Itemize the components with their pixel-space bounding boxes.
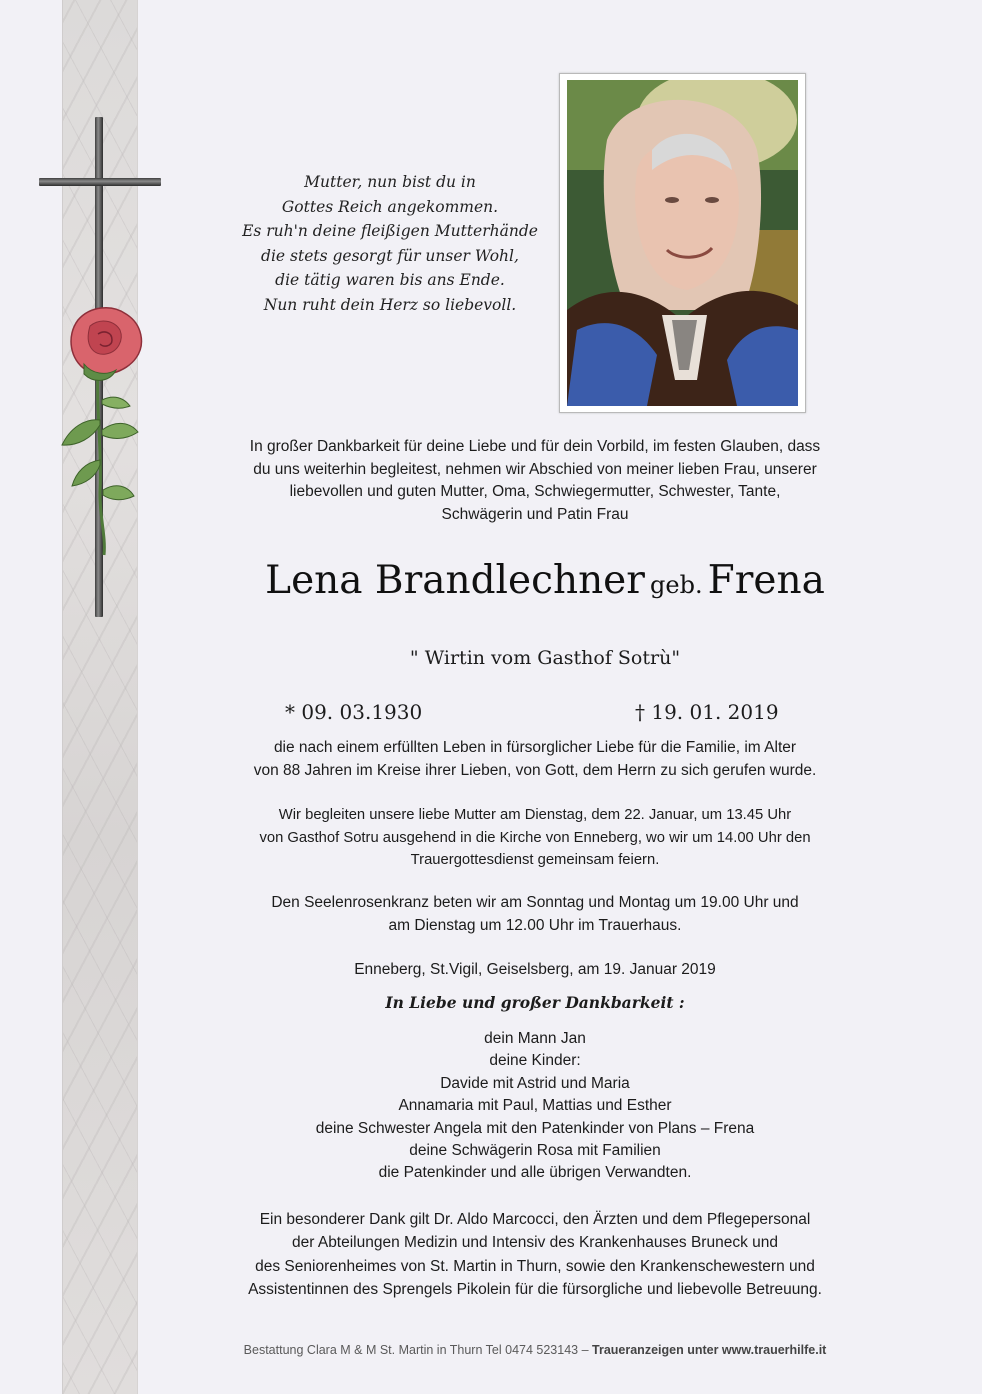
verse-line: Mutter, nun bist du in (304, 173, 476, 191)
family-line: deine Schwester Angela mit den Patenkinder von Plans – Frena (315, 1119, 755, 1137)
thanks-line: Ein besonderer Dank gilt Dr. Aldo Marcocci, den Ärzten und dem Pflegepersonal (259, 1211, 811, 1228)
rosary-paragraph (200, 892, 870, 937)
deceased-name (200, 558, 890, 603)
funeral-home-footer (180, 1343, 890, 1357)
nickname: " Wirtin vom Gasthof Sotrù" (409, 647, 681, 669)
cross-horizontal-icon (39, 178, 161, 186)
intro-paragraph (200, 436, 870, 526)
thanks-line: des Seniorenheimes von St. Martin in Thurn, sowie den Krankenschewestern und (255, 1257, 815, 1275)
geb-label: geb. (650, 571, 703, 599)
place-date (200, 959, 870, 981)
paragraph-line: Trauergottesdienst gemeinsam feiern. (410, 852, 660, 868)
verse-line: die stets gesorgt für unser Wohl, (261, 246, 519, 265)
family-line: die Patenkinder und alle übrigen Verwandten. (378, 1164, 692, 1182)
paragraph-line: Wir begleiten unsere liebe Mutter am Dienstag, dem 22. Januar, um 13.45 Uhr (278, 807, 792, 823)
footer-website: Traueranzeigen unter www.trauerhilfe.it (592, 1343, 827, 1357)
verse-line: Es ruh'n deine fleißigen Mutterhände (242, 222, 538, 240)
thanks-line: der Abteilungen Medizin und Intensiv des Krankenhauses Bruneck und (292, 1234, 778, 1252)
paragraph-line: von 88 Jahren im Kreise ihrer Lieben, von Gott, dem Herrn zu sich gerufen wurde. (253, 762, 817, 779)
gratitude-heading (200, 992, 870, 1014)
family-list (200, 1028, 870, 1185)
family-line: Annamaria mit Paul, Mattias und Esther (398, 1097, 672, 1115)
deceased-full-name: Lena Brandlechner (265, 558, 645, 603)
intro-line: liebevollen und guten Mutter, Oma, Schwiegermutter, Schwester, Tante, (289, 483, 781, 501)
rose-icon (50, 300, 160, 560)
family-line: deine Schwägerin Rosa mit Familien (409, 1142, 661, 1160)
portrait-photo (567, 80, 798, 406)
paragraph-line: Den Seelenrosenkranz beten wir am Sonntag und Montag um 19.00 Uhr und (271, 894, 799, 911)
birth-date: * 09. 03.1930 (285, 700, 423, 724)
paragraph-line: am Dienstag um 12.00 Uhr im Trauerhaus. (388, 916, 682, 934)
place-date-text: Enneberg, St.Vigil, Geiselsberg, am 19. Januar 2019 (354, 961, 716, 978)
portrait-frame (559, 73, 806, 413)
funeral-paragraph (200, 804, 870, 872)
death-date: † 19. 01. 2019 (635, 700, 779, 724)
thanks-paragraph (200, 1208, 870, 1301)
intro-line: du uns weiterhin begleitest, nehmen wir Abschied von meiner lieben Frau, unserer (253, 460, 817, 478)
intro-line: In großer Dankbarkeit für deine Liebe und für dein Vorbild, im festen Glauben, dass (249, 438, 821, 455)
verse-line: Nun ruht dein Herz so liebevoll. (263, 295, 517, 314)
paragraph-line: von Gasthof Sotru ausgehend in die Kirche von Enneberg, wo wir um 14.00 Uhr den (259, 829, 811, 846)
passing-paragraph (200, 736, 870, 782)
family-line: deine Kinder: (489, 1052, 581, 1070)
verse-line: Gottes Reich angekommen. (281, 197, 499, 216)
family-line: dein Mann Jan (484, 1030, 586, 1047)
gratitude-text: In Liebe und großer Dankbarkeit : (385, 993, 685, 1012)
thanks-line: Assistentinnen des Sprengels Pikolein für die fürsorgliche und liebevolle Betreuung. (248, 1280, 822, 1298)
memorial-verse (230, 170, 550, 317)
maiden-name: Frena (707, 558, 825, 603)
footer-contact: Bestattung Clara M & M St. Martin in Thurn Tel 0474 523143 – (243, 1343, 593, 1357)
paragraph-line: die nach einem erfüllten Leben in fürsorglicher Liebe für die Familie, im Alter (273, 739, 797, 756)
family-line: Davide mit Astrid und Maria (440, 1074, 630, 1092)
verse-line: die tätig waren bis ans Ende. (275, 271, 505, 289)
intro-line: Schwägerin und Patin Frau (441, 505, 629, 523)
